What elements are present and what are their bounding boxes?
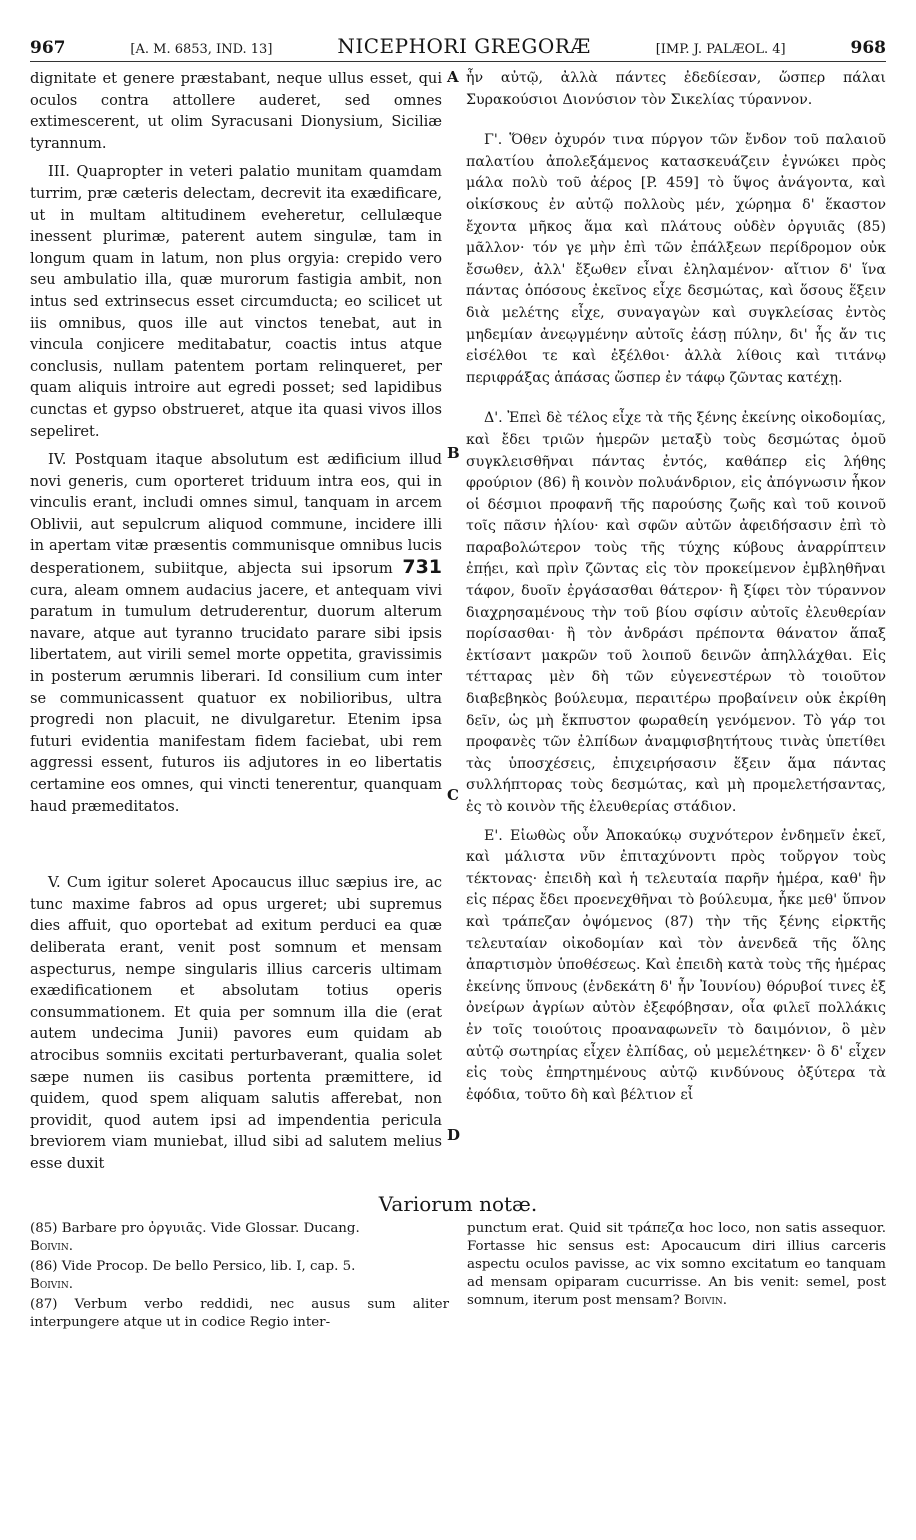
greek-paragraph: ἦν αὐτῷ, ἀλλὰ πάντες ἐδεδίεσαν, ὥσπερ πάλαι Συρακούσιοι Διονύσιον τὸν Σικελίας τύραννον. bbox=[466, 70, 886, 108]
footnote bbox=[30, 1258, 449, 1294]
spacer bbox=[466, 118, 886, 130]
latin-text: IV. Postquam itaque absolutum est ædificium illud novi generis, cum oporteret triduum intra eos, qui in vinculis erant, includi omnes simul, tanquam in arcem Oblivii, aut sepulcrum aliquod commune, incidere illi in apertam vitæ præsentis communisque omnibus lucis desperationem, subiitque, abjecta sui ipsorum bbox=[30, 451, 442, 578]
footnote-author: Boivin. bbox=[684, 1292, 728, 1308]
footnote-author: Boivin. bbox=[30, 1238, 73, 1254]
running-header bbox=[30, 34, 886, 62]
footnote-text: (86) Vide Procop. De bello Persico, lib. I, cap. 5. bbox=[30, 1258, 356, 1274]
footnote-text: punctum erat. Quid sit τράπεζα hoc loco, non satis assequor. Fortasse hic sensus est: Apocaucum diri illius carceris aspectu oculos pavisse, ac vix somno excitatum eo tanquam ad mensam opiparam cucurrisse. An bis venit: semel, post somnum, iterum post mensam? bbox=[467, 1220, 886, 1308]
greek-paragraph: Δ'. Ἐπεὶ δὲ τέλος εἶχε τὰ τῆς ξένης ἐκείνης οἰκοδομίας, καὶ ἔδει τριῶν ἡμερῶν μεταξὺ τοὺς δεσμώτας ὁμοῦ συγκλεισθῆναι πάντας ἐντός, καθάπερ εἰς λήθης φρούριον (86) ἢ κοινὸν πολυάνδριον, εἰς ἀπόγνωσιν ἧκον οἱ δέσμιοι προφανῆ τῆς παρούσης ζωῆς καὶ τοῦ κοινοῦ τοῖς πᾶσιν ἡλίου· καὶ σφῶν αὐτῶν ἀφειδήσασιν ἐπὶ τὸ παραβολώτερον τοὺς τῆς τύχης κύβους ἀναρρίπτειν ἐπῄει, καὶ πρὶν ζῶντας εἰς τὸν προκείμενον ἐμβληθῆναι τάφον, δυοῖν ἐργάσασθαι θάτερον· ἢ ξίφει τὸν τύραννον διαχρησαμένους τὴν τοῦ βίου σφίσιν αὐτοῖς ἐλευθερίαν πορίσασθαι· ἢ τὸν ἀνδράσι πρέποντα θάνατον ἅπαξ ἐκτίσαντ μακρῶν τοῦ λοιποῦ δεινῶν ἀπηλλάχθαι. Εἰς τέτταρας μὲν δὴ τῶν εὐγενεστέρων τὸ τοιοῦτον διαβεβηκὸς βούλευμα, περαιτέρω προβαίνειν οὐκ ἐκρίθη δεῖν, ὡς μὴ ἔκπυστον φωραθείη γενόμενον. Τὸ γάρ τοι προφανὲς τῶν ἐλπίδων ἀναμφισβητήτους τινὰς ὑπετίθει τὰς ὑποσχέσεις, ἐπιχειρήσασιν ἕξειν ἅμα πάντας συλλήπτορας τοὺς δεσμώτας, καὶ μὴ προμελετήσαντας, ἐς τὸ κοινὸν τῆς ἐλευθερίας στάδιον. bbox=[466, 410, 886, 815]
page-title: NICEPHORI GREGORÆ bbox=[337, 34, 591, 58]
marker-a: A bbox=[447, 68, 459, 86]
latin-column bbox=[30, 68, 442, 1182]
footnote-continued bbox=[467, 1220, 886, 1310]
footnotes-right bbox=[467, 1220, 886, 1334]
left-running-head: [A. M. 6853, IND. 13] bbox=[130, 42, 273, 57]
greek-paragraph: Γ'. Ὅθεν ὀχυρόν τινα πύργον τῶν ἔνδον τοῦ παλαιοῦ παλατίου ἀπολεξάμενος κατασκευάζειν ἐγνώκει πρὸς μάλα πολὺ τοῦ ἀέρος [P. 459] τὸ ὕψος ἀνάγοντα, καὶ οἰκίσκους ἐν αὐτῷ πολλοὺς μέν, χώρημα δ' ἕκαστον ἔχοντα μῆκος ἅμα καὶ πλάτους οὐδὲν ὀργυιᾶς (85) μᾶλλον· τόν γε μὴν ἐπὶ τῶν ἐπάλξεων περίδρομον οὐκ ἔσωθεν, ἀλλ' ἔξωθεν εἶναι ἐληλαμένον· αἴτιον δ' ἵνα πάντας ὁπόσους ἐκεῖνος εἶχε δεσμώτας, καὶ ὅσους ἕξειν διὰ μελέτης εἶχε, συναγαγὼν καὶ συγκλείσας ἐντὸς μηδεμίαν ἀνεῳγμένην αὐτοῖς ἐάσῃ πύλην, δι' ἧς ἄν τις εἰσέλθοι τε καὶ ἐξέλθοι· ἀλλὰ λίθοις καὶ τιτάνῳ περιφράξας ἁπάσας ὥσπερ ἐν τάφῳ ζῶντας κατέχῃ. bbox=[466, 132, 886, 386]
right-page-number: 968 bbox=[850, 38, 886, 58]
greek-column bbox=[466, 68, 886, 1182]
margin-markers bbox=[442, 68, 466, 1182]
left-page-number: 967 bbox=[30, 38, 66, 58]
parallel-text bbox=[30, 68, 886, 1182]
latin-paragraph: III. Quapropter in veteri palatio munitam quamdam turrim, præ cæteris delectam, decrevit ita exædificare, ut in multam altitudinem eveheretur, cellulæque inessent plurimæ, paterent autem singulæ, tam in longum quam in latum, non plus orgyia: crepido vero seu ambulatio illa, quæ murorum fastigia ambit, non intus sed extrinsecus esset circumducta; eo scilicet ut iis omnibus, quos ille aut vinctos tenebat, aut in vincula conjicere meditabatur, coactis intus atque conclusis, nullam patentem portam relinqueret, per quam aliquis introire aut egredi posset; sed lapidibus cunctas et gypso obstrueret, atque ita quasi vivos illos sepeliret. bbox=[30, 163, 442, 440]
latin-paragraph: dignitate et genere præstabant, neque ullus esset, qui oculos contra attollere auderet, sed omnes extimescerent, ut olim Syracusani Dionysium, Siciliæ tyrannum. bbox=[30, 70, 442, 152]
footnotes-left bbox=[30, 1220, 449, 1334]
footnote: (87) Verbum verbo reddidi, nec ausus sum aliter interpungere atque ut in codice Regio inter- bbox=[30, 1296, 449, 1330]
footnote bbox=[30, 1220, 449, 1256]
footnotes bbox=[30, 1220, 886, 1334]
spacer bbox=[466, 396, 886, 408]
footnote-author: Boivin. bbox=[30, 1276, 73, 1292]
greek-paragraph: Ε'. Εἰωθὼς οὖν Ἀποκαύκῳ συχνότερον ἐνδημεῖν ἐκεῖ, καὶ μάλιστα νῦν ἐπιταχύνοντι πρὸς τοὔργον τοὺς τέκτονας· ἐπειδὴ καὶ ἡ τελευταία παρῆν ἡμέρα, καθ' ἣν εἰς πέρας ἔδει προενεχθῆναι τὸ βούλευμα, ἧκε μεθ' ὕπνον καὶ τράπεζαν ὀψόμενος (87) τὴν τῆς ξένης εἱρκτῆς τελευταίαν οἰκοδομίαν καὶ τὸν ἀνενδεᾶ τῆς ὅλης ἀπαρτισμὸν ὑποθέσεως. Καὶ ἐπειδὴ κατὰ τοὺς τῆς ἡμέρας ἐκείνης ὕπνους (ἑνδεκάτη δ' ἦν Ἰουνίου) θόρυβοί τινες ἐξ ὀνείρων ἀγρίων αὐτὸν ἐξεφόβησαν, οἷα φιλεῖ πολλάκις ἐν τοῖς τοιούτοις προαναφωνεῖν τὸ δαιμόνιον, ὃ μὲν αὐτῷ σωτηρίας εἶχεν ἐλπίδας, οὐ μεμελέτηκεν· ὃ δ' εἶχεν εἰς τοὺς ἐπηρτημένους αὐτῷ κινδύνους ὀξύτερα τὰ ἐφόδια, τοῦτο δὴ καὶ βέλτιον εἶ bbox=[466, 827, 886, 1103]
marker-b: B bbox=[447, 444, 460, 462]
marker-c: C bbox=[447, 786, 459, 804]
latin-paragraph: V. Cum igitur soleret Apocaucus illuc sæpius ire, ac tunc maxime fabros ad opus urgeret; ubi supremus dies affuit, quo oportebat ad exitum perduci ea quæ deliberata erant, venit post somnum et mensam aspecturus, nempe singularis illius carceris ultimam exædificationem et absolutam totius operis consummationem. Et quia per somnum illa die (erat autem undecima Junii) pavores eum quidam ab atrocibus somniis excitati perturbaverant, qualia solet sæpe numen iis casibus portenta præmittere, id quidem, quod spem aliquam salutis afferebat, non providit, quod autem ipsi ad impendentia pericula breviorem viam muniebat, illud sibi ad salutem melius esse duxit bbox=[30, 874, 442, 1172]
right-running-head: [IMP. J. PALÆOL. 4] bbox=[655, 42, 786, 57]
column-number: 731 bbox=[402, 556, 443, 579]
latin-paragraph bbox=[30, 449, 442, 817]
marker-d: D bbox=[447, 1126, 461, 1144]
footnote-text: (85) Barbare pro ὀργυιᾶς. Vide Glossar. Ducang. bbox=[30, 1220, 360, 1236]
spacer bbox=[30, 824, 442, 872]
latin-text: cura, aleam omnem audacius jacere, et antequam vivi paratum in tumulum detruderentur, duorum alterum navare, atque aut tyranno trucidato parare sibi ipsis libertatem, aut virili semel morte oppetita, gravissimis in posterum ærumnis liberari. Id consilium cum inter se communicassent quatuor ex nobilioribus, ultra progredi non placuit, ne divulgaretur. Etenim ipsa futuri evidentia manifestam fidem faciebat, ubi rem aggressi essent, futuros iis adjutores in eo libertatis certamine eos omnes, qui vincti tenerentur, quanquam haud præmeditatos. bbox=[30, 581, 442, 815]
notes-heading: Variorum notæ. bbox=[378, 1191, 538, 1216]
